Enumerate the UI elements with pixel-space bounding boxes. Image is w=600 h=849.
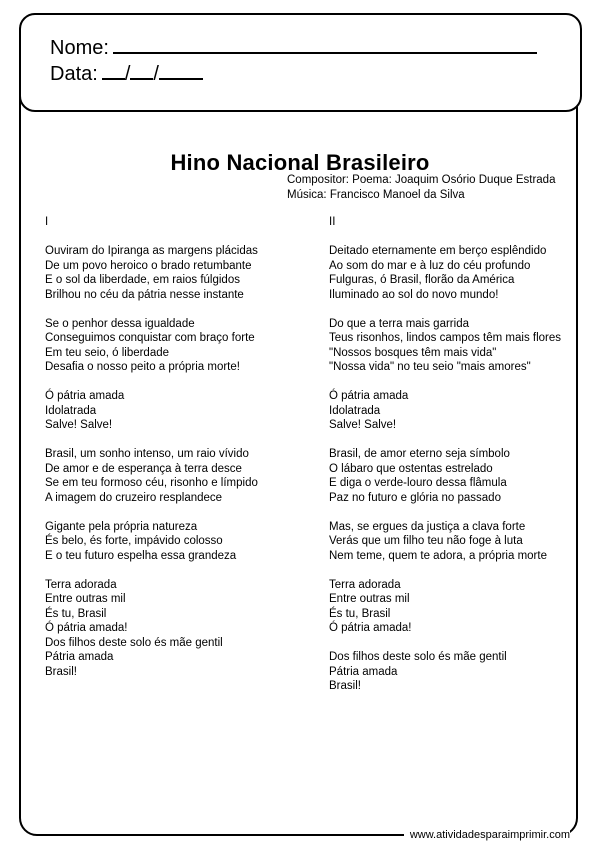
verse-line: Brilhou no céu da pátria nesse instante (45, 288, 244, 301)
verse-line: Pátria amada (45, 651, 114, 663)
section-numeral: II (329, 216, 336, 228)
verse-line: Brasil, de amor eterno seja símbolo (329, 448, 510, 460)
verse-line: Se em teu formoso céu, risonho e límpido (45, 477, 258, 489)
verse-line: Ó pátria amada! (329, 622, 412, 634)
date-label: Data: (50, 63, 98, 85)
verse-line: O lábaro que ostentas estrelado (329, 462, 493, 475)
name-line (50, 33, 537, 60)
footer-url: www.atividadesparaimprimir.com (404, 829, 570, 841)
verse-line: Brasil! (45, 665, 77, 678)
stanza (45, 317, 258, 375)
verse-line: E o sol da liberdade, em raios fúlgidos (45, 274, 240, 286)
verse-line: Idolatrada (329, 404, 381, 417)
stanza (45, 244, 258, 302)
verse-line: Salve! Salve! (329, 419, 397, 431)
date-year-blank (159, 59, 203, 80)
verse-line: Conseguimos conquistar com braço forte (45, 332, 255, 344)
verse-line: Ó pátria amada! (45, 622, 128, 634)
verse-line: Verás que um filho teu não foge à luta (329, 535, 523, 547)
verse-line: "Nossos bosques têm mais vida" (329, 346, 497, 359)
stanza (329, 578, 561, 636)
verse-line: És tu, Brasil (45, 607, 107, 620)
date-separator: / (124, 63, 131, 85)
page-title: Hino Nacional Brasileiro (170, 150, 430, 175)
stanza (329, 650, 561, 694)
verse-line: Paz no futuro e glória no passado (329, 491, 501, 504)
verse-line: Desafia o nosso peito a própria morte! (45, 361, 240, 373)
date-day-blank (102, 59, 125, 80)
verse-line: Ao som do mar e à luz do céu profundo (329, 259, 531, 272)
verse-line: Teus risonhos, lindos campos têm mais flores (329, 332, 562, 344)
date-separator: / (153, 63, 159, 85)
composer-credit: Compositor: Poema: Joaquim Osório Duque Estrada (287, 174, 556, 186)
verse-line: De amor e de esperança à terra desce (45, 462, 242, 475)
verse-line: Ó pátria amada (329, 390, 409, 402)
stanza (329, 244, 561, 302)
verse-line: És belo, és forte, impávido colosso (45, 535, 223, 547)
verse-line: Iluminado ao sol do novo mundo! (329, 288, 499, 301)
verse-line: És tu, Brasil (329, 607, 391, 620)
verse-line: Mas, se ergues da justiça a clava forte (329, 520, 526, 533)
verse-line: Nem teme, quem te adora, a própria morte (329, 549, 547, 562)
name-blank (113, 33, 537, 54)
verse-line: Se o penhor dessa igualdade (45, 317, 195, 330)
stanza (329, 520, 561, 564)
verse-line: Brasil! (329, 680, 361, 692)
verse-line: Dos filhos deste solo és mãe gentil (329, 651, 507, 663)
stanza (329, 317, 561, 375)
credits (287, 173, 555, 202)
stanza (45, 578, 258, 680)
stanza (45, 520, 258, 564)
verse-line: Salve! Salve! (45, 419, 113, 431)
name-label: Nome: (50, 37, 109, 59)
stanza (45, 389, 258, 433)
verse-line: Entre outras mil (329, 593, 410, 605)
verse-line: "Nossa vida" no teu seio "mais amores" (329, 361, 531, 373)
verse-line: Entre outras mil (45, 593, 126, 605)
verse-column-2 (329, 215, 561, 708)
verse-line: Pátria amada (329, 665, 398, 678)
verse-line: Em teu seio, ó liberdade (45, 346, 170, 359)
stanza (329, 447, 561, 505)
section-numeral: I (45, 216, 49, 228)
verse-line: De um povo heroico o brado retumbante (45, 259, 252, 272)
verse-line: Do que a terra mais garrida (329, 317, 469, 330)
verse-line: Ouviram do Ipiranga as margens plácidas (45, 245, 258, 257)
verse-line: Deitado eternamente em berço esplêndido (329, 245, 547, 257)
verse-line: Dos filhos deste solo és mãe gentil (45, 636, 223, 649)
verse-line: E o teu futuro espelha essa grandeza (45, 549, 237, 562)
verse-line: E diga o verde-louro dessa flâmula (329, 477, 507, 489)
date-line (50, 59, 203, 86)
verse-line: Terra adorada (45, 578, 117, 591)
verse-line: Fulguras, ó Brasil, florão da América (329, 274, 515, 286)
verse-line: Idolatrada (45, 404, 97, 417)
verse-line: Brasil, um sonho intenso, um raio vívido (45, 448, 249, 460)
verse-column-1 (45, 215, 258, 694)
verse-line: Gigante pela própria natureza (45, 520, 198, 533)
date-month-blank (130, 59, 153, 80)
verse-line: Terra adorada (329, 578, 401, 591)
verse-line: A imagem do cruzeiro resplandece (45, 491, 223, 504)
stanza (329, 389, 561, 433)
verse-line: Ó pátria amada (45, 390, 125, 402)
stanza (45, 447, 258, 505)
music-credit: Música: Francisco Manoel da Silva (287, 188, 465, 201)
